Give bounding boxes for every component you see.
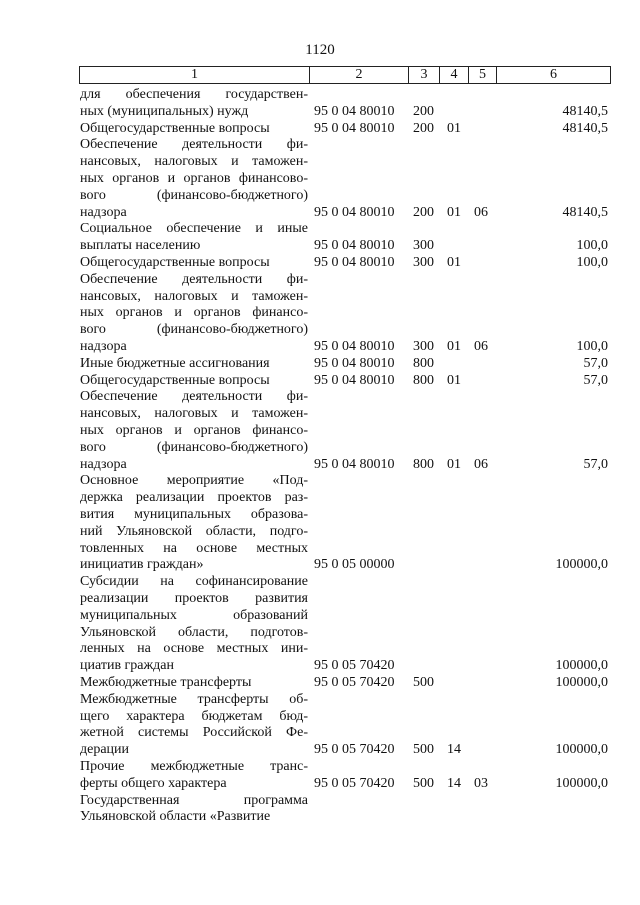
description-line: Обеспечение деятельности фи- — [80, 389, 308, 405]
description-line: для обеспечения государствен- — [80, 87, 308, 102]
expense-type-cell: 200 — [413, 103, 434, 119]
description-line: Обеспечение деятельности фи- — [80, 137, 308, 153]
target-code-cell: 95 0 05 70420 — [314, 658, 395, 674]
section-cell: 01 — [447, 120, 461, 136]
description-line: Общегосударственные вопросы — [80, 120, 270, 136]
description-line: вого (финансово-бюджетного) — [80, 322, 308, 338]
section-cell: 01 — [447, 204, 461, 220]
target-code-cell: 95 0 04 80010 — [314, 120, 395, 136]
description-line: ных (муниципальных) нужд — [80, 103, 249, 119]
row-description — [80, 356, 308, 373]
section-cell: 14 — [447, 742, 461, 758]
table-row — [0, 389, 640, 473]
subsection-cell: 06 — [474, 204, 488, 220]
amount-cell: 100000,0 — [555, 775, 608, 791]
description-line: щего характера бюджетам бюд- — [80, 708, 308, 724]
target-code-cell: 95 0 04 80010 — [314, 238, 395, 254]
expense-type-cell: 300 — [413, 338, 434, 354]
description-line: Основное мероприятие «Под- — [80, 473, 308, 489]
description-line: Межбюджетные трансферты — [80, 675, 252, 690]
amount-cell: 57,0 — [583, 456, 608, 472]
description-line: надзора — [80, 338, 127, 354]
target-code-cell: 95 0 04 80010 — [314, 456, 395, 472]
description-line: муниципальных образований — [80, 607, 308, 623]
amount-cell: 100,0 — [576, 255, 608, 270]
description-line: ных органов и органов финансо- — [80, 305, 308, 321]
description-line: ний Ульяновской области, подго- — [80, 523, 308, 539]
section-cell: 01 — [447, 372, 461, 388]
description-line: ферты общего характера — [80, 775, 227, 791]
header-col-1: 1 — [191, 67, 198, 82]
description-line: жетной системы Российской Фе- — [80, 725, 308, 741]
description-line: надзора — [80, 456, 127, 472]
amount-cell: 100000,0 — [555, 658, 608, 674]
header-col-3: 3 — [408, 67, 439, 83]
description-line: вития муниципальных образова- — [80, 506, 308, 522]
amount-cell: 100000,0 — [555, 675, 608, 690]
row-description — [80, 221, 308, 255]
target-code-cell: 95 0 04 80010 — [314, 338, 395, 354]
description-line: Прочие межбюджетные транс- — [80, 759, 308, 774]
target-code-cell: 95 0 04 80010 — [314, 372, 395, 388]
expense-type-cell: 200 — [413, 120, 434, 136]
row-description — [80, 675, 308, 692]
amount-cell: 48140,5 — [562, 204, 608, 220]
header-col-4: 4 — [439, 67, 468, 83]
description-line: Иные бюджетные ассигнования — [80, 355, 270, 371]
description-line: нансовых, налоговых и таможен- — [80, 154, 308, 170]
section-cell: 01 — [447, 456, 461, 472]
expense-type-cell: 300 — [413, 238, 434, 254]
description-line: товленных на основе местных — [80, 540, 308, 556]
target-code-cell: 95 0 05 70420 — [314, 742, 395, 758]
target-code-cell: 95 0 04 80010 — [314, 103, 395, 119]
amount-cell: 48140,5 — [562, 120, 608, 136]
expense-type-cell: 800 — [413, 456, 434, 472]
expense-type-cell: 500 — [413, 742, 434, 758]
description-line: дерации — [80, 742, 130, 758]
description-line: ленных на основе местных ини- — [80, 641, 308, 657]
description-line: Межбюджетные трансферты об- — [80, 691, 308, 707]
amount-cell: 100000,0 — [555, 742, 608, 758]
description-line: Обеспечение деятельности фи- — [80, 271, 308, 287]
target-code-cell: 95 0 04 80010 — [314, 355, 395, 371]
description-line: нансовых, налоговых и таможен- — [80, 406, 308, 422]
description-line: надзора — [80, 204, 127, 220]
description-line: реализации проектов развития — [80, 590, 308, 606]
row-description — [80, 473, 308, 574]
subsection-cell: 03 — [474, 775, 488, 791]
table-row — [0, 272, 640, 356]
description-line: ных органов и органов финансово- — [80, 170, 308, 186]
section-cell: 01 — [447, 338, 461, 354]
table-row — [0, 356, 640, 373]
header-col-5: 5 — [468, 67, 496, 83]
description-line: Ульяновской области «Развитие — [80, 809, 271, 825]
row-description — [80, 87, 308, 121]
table-row — [0, 255, 640, 272]
page-number: 1120 — [305, 42, 335, 58]
description-line: вого (финансово-бюджетного) — [80, 187, 308, 203]
description-line: Социальное обеспечение и иные — [80, 221, 308, 237]
row-description — [80, 255, 308, 272]
table-row — [0, 692, 640, 759]
description-line: Ульяновской области, подготов- — [80, 624, 308, 640]
description-line: Общегосударственные вопросы — [80, 372, 270, 388]
table-row — [0, 373, 640, 390]
row-description — [80, 389, 308, 473]
table-row — [0, 221, 640, 255]
description-line: ных органов и органов финансо- — [80, 422, 308, 438]
row-description — [80, 121, 308, 138]
row-description — [80, 272, 308, 356]
table-row — [0, 793, 640, 827]
row-description — [80, 692, 308, 759]
table-row — [0, 759, 640, 793]
description-line: Общегосударственные вопросы — [80, 255, 270, 270]
amount-cell: 48140,5 — [562, 103, 608, 119]
expense-type-cell: 800 — [413, 372, 434, 388]
row-description — [80, 793, 308, 827]
section-cell: 01 — [447, 255, 461, 270]
section-cell: 14 — [447, 775, 461, 791]
description-line: держка реализации проектов раз- — [80, 490, 308, 506]
description-line: циатив граждан — [80, 658, 175, 674]
description-line: Субсидии на софинансирование — [80, 574, 308, 590]
amount-cell: 100000,0 — [555, 557, 608, 573]
row-description — [80, 759, 308, 793]
table-row — [0, 87, 640, 121]
target-code-cell: 95 0 05 70420 — [314, 775, 395, 791]
expense-type-cell: 500 — [413, 775, 434, 791]
row-description — [80, 373, 308, 390]
table-row — [0, 137, 640, 221]
target-code-cell: 95 0 04 80010 — [314, 255, 395, 270]
subsection-cell: 06 — [474, 456, 488, 472]
description-line: вого (финансово-бюджетного) — [80, 439, 308, 455]
amount-cell: 57,0 — [583, 355, 608, 371]
amount-cell: 100,0 — [576, 238, 608, 254]
description-line: выплаты населению — [80, 238, 201, 254]
header-col-2: 2 — [309, 67, 408, 83]
amount-cell: 100,0 — [576, 338, 608, 354]
expense-type-cell: 200 — [413, 204, 434, 220]
header-col-6: 6 — [496, 67, 610, 83]
target-code-cell: 95 0 04 80010 — [314, 204, 395, 220]
amount-cell: 57,0 — [583, 372, 608, 388]
subsection-cell: 06 — [474, 338, 488, 354]
expense-type-cell: 500 — [413, 675, 434, 690]
description-line: нансовых, налоговых и таможен- — [80, 288, 308, 304]
description-line: Государственная программа — [80, 792, 308, 808]
row-description — [80, 137, 308, 221]
row-description — [80, 574, 308, 675]
table-row — [0, 675, 640, 692]
table-header — [79, 66, 611, 84]
expense-type-cell: 800 — [413, 355, 434, 371]
target-code-cell: 95 0 05 00000 — [314, 557, 395, 573]
table-row — [0, 473, 640, 574]
description-line: инициатив граждан» — [80, 557, 204, 573]
expense-type-cell: 300 — [413, 255, 434, 270]
table-row — [0, 121, 640, 138]
table-row — [0, 574, 640, 675]
target-code-cell: 95 0 05 70420 — [314, 675, 395, 690]
